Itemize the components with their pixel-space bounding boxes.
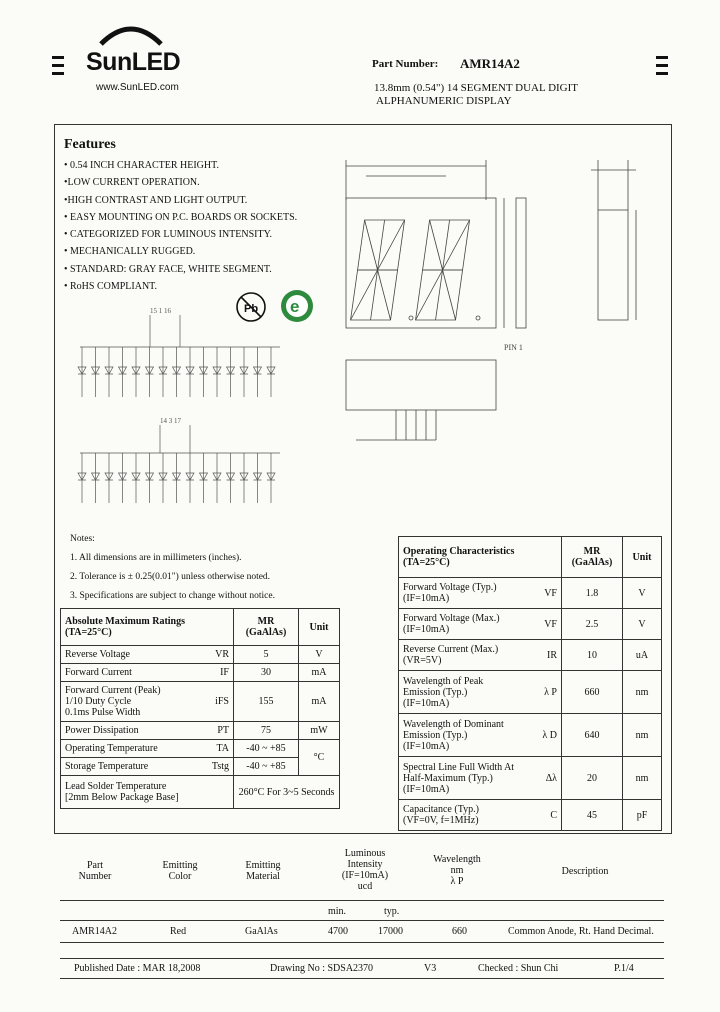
footer-checked: Checked : Shun Chi xyxy=(478,963,559,974)
footer-version: V3 xyxy=(424,963,437,974)
feature-item: • RoHS COMPLIANT. xyxy=(64,281,158,293)
feature-item: •LOW CURRENT OPERATION. xyxy=(64,177,200,189)
param-cell: Wavelength of Peak Emission (Typ.) (IF=10mA) xyxy=(399,671,528,714)
param-cell: Wavelength of Dominant Emission (Typ.) (IF=10mA) xyxy=(399,714,528,757)
sel-part: AMR14A2 xyxy=(72,926,118,937)
symbol-cell: TA xyxy=(197,740,234,758)
note-item: 1. All dimensions are in millimeters (inches). xyxy=(70,553,242,563)
min-label: min. xyxy=(328,906,347,917)
table-row xyxy=(61,682,340,722)
op-char-table xyxy=(398,536,662,831)
footer-page: P.1/4 xyxy=(614,963,634,974)
param-cell: Forward Voltage (Max.) (IF=10mA) xyxy=(399,609,528,640)
schematic-bottom xyxy=(70,415,290,525)
schematic-top xyxy=(70,305,290,425)
pin1-label: PIN 1 xyxy=(504,343,523,352)
unit-cell: mW xyxy=(299,722,340,740)
symbol-cell: λ P xyxy=(527,671,562,714)
notes-title: Notes: xyxy=(70,534,95,544)
feature-item: • MECHANICALLY RUGGED. xyxy=(64,246,196,258)
table-row xyxy=(61,776,340,809)
abs-max-unit-header: Unit xyxy=(299,609,340,646)
value-cell: 260°C For 3~5 Seconds xyxy=(234,776,340,809)
symbol-cell: iFS xyxy=(197,682,234,722)
table-row xyxy=(399,640,662,671)
param-cell: Forward Current xyxy=(61,664,198,682)
sel-min: 4700 xyxy=(328,926,348,937)
footer-divider-bottom xyxy=(60,978,664,979)
op-char-mr-header: MR (GaAlAs) xyxy=(562,537,623,578)
unit-cell: °C xyxy=(299,740,340,776)
part-number: AMR14A2 xyxy=(460,56,520,71)
param-cell: Spectral Line Full Width At Half-Maximum (Typ.) (IF=10mA) xyxy=(399,757,528,800)
logo-bars-right xyxy=(656,56,668,80)
logo-text: SunLED xyxy=(86,48,181,76)
selection-divider-top xyxy=(60,900,664,901)
table-row xyxy=(399,609,662,640)
abs-max-mr-header: MR (GaAlAs) xyxy=(234,609,299,646)
value-cell: 10 xyxy=(562,640,623,671)
logo-bars-left xyxy=(52,56,64,80)
feature-item: • CATEGORIZED FOR LUMINOUS INTENSITY. xyxy=(64,229,273,241)
value-cell: 640 xyxy=(562,714,623,757)
symbol-cell: VF xyxy=(527,578,562,609)
param-cell: Capacitance (Typ.) (VF=0V, f=1MHz) xyxy=(399,800,528,831)
package-drawing xyxy=(336,150,666,460)
selection-header-color: Emitting Color xyxy=(162,860,198,882)
sel-wavelength: 660 xyxy=(452,926,467,937)
sel-material: GaAlAs xyxy=(245,926,278,937)
unit-cell: V xyxy=(299,646,340,664)
footer-published: Published Date : MAR 18,2008 xyxy=(74,963,201,974)
selection-divider-bottom xyxy=(60,942,664,943)
selection-header-description: Description xyxy=(561,866,609,877)
param-cell: Lead Solder Temperature [2mm Below Package Base] xyxy=(61,776,234,809)
note-item: 3. Specifications are subject to change without notice. xyxy=(70,591,275,601)
table-row xyxy=(399,800,662,831)
param-cell: Forward Voltage (Typ.) (IF=10mA) xyxy=(399,578,528,609)
selection-header-wavelength: Wavelength nm λ P xyxy=(433,854,481,887)
value-cell: 30 xyxy=(234,664,299,682)
value-cell: 1.8 xyxy=(562,578,623,609)
unit-cell: mA xyxy=(299,664,340,682)
svg-text:e: e xyxy=(290,297,300,316)
param-cell: Reverse Current (Max.) (VR=5V) xyxy=(399,640,528,671)
table-row xyxy=(61,722,340,740)
pin-top-label: 15 1 16 xyxy=(150,307,171,315)
sel-color: Red xyxy=(170,926,187,937)
pin-bottom-label: 14 3 17 xyxy=(160,417,181,425)
description-line2: ALPHANUMERIC DISPLAY xyxy=(376,95,512,107)
table-row xyxy=(61,740,340,758)
unit-cell: nm xyxy=(623,757,662,800)
typ-label: typ. xyxy=(384,906,400,917)
value-cell: 660 xyxy=(562,671,623,714)
feature-item: • 0.54 INCH CHARACTER HEIGHT. xyxy=(64,160,219,171)
pb-label: Pb xyxy=(244,303,259,315)
table-row xyxy=(399,714,662,757)
table-row xyxy=(399,578,662,609)
selection-header-part: Part Number xyxy=(78,860,112,882)
table-row xyxy=(61,758,340,776)
part-number-label: Part Number: xyxy=(372,58,439,70)
unit-cell: V xyxy=(623,609,662,640)
selection-divider-mid xyxy=(60,920,664,921)
param-cell: Operating Temperature xyxy=(61,740,198,758)
symbol-cell: VR xyxy=(197,646,234,664)
symbol-cell: IR xyxy=(527,640,562,671)
unit-cell: mA xyxy=(299,682,340,722)
value-cell: 45 xyxy=(562,800,623,831)
sel-description: Common Anode, Rt. Hand Decimal. xyxy=(508,926,654,937)
symbol-cell: Δλ xyxy=(527,757,562,800)
value-cell: -40 ~ +85 xyxy=(234,758,299,776)
table-row xyxy=(61,664,340,682)
symbol-cell: IF xyxy=(197,664,234,682)
table-row xyxy=(399,757,662,800)
value-cell: 5 xyxy=(234,646,299,664)
unit-cell: nm xyxy=(623,671,662,714)
symbol-cell: C xyxy=(527,800,562,831)
selection-row xyxy=(60,926,664,942)
value-cell: 155 xyxy=(234,682,299,722)
unit-cell: V xyxy=(623,578,662,609)
op-char-unit-header: Unit xyxy=(623,537,662,578)
features-title: Features xyxy=(64,137,116,152)
feature-item: • STANDARD: GRAY FACE, WHITE SEGMENT. xyxy=(64,263,272,275)
value-cell: 75 xyxy=(234,722,299,740)
table-row xyxy=(399,671,662,714)
symbol-cell: Tstg xyxy=(197,758,234,776)
footer-divider-top xyxy=(60,958,664,959)
param-cell: Storage Temperature xyxy=(61,758,198,776)
unit-cell: nm xyxy=(623,714,662,757)
sunled-arc-icon xyxy=(96,22,166,46)
value-cell: -40 ~ +85 xyxy=(234,740,299,758)
param-cell: Power Dissipation xyxy=(61,722,198,740)
value-cell: 20 xyxy=(562,757,623,800)
sel-typ: 17000 xyxy=(378,926,403,937)
footer-drawing: Drawing No : SDSA2370 xyxy=(270,963,374,974)
symbol-cell: λ D xyxy=(527,714,562,757)
unit-cell: uA xyxy=(623,640,662,671)
symbol-cell: PT xyxy=(197,722,234,740)
notes xyxy=(70,530,275,606)
description-line1: 13.8mm (0.54") 14 SEGMENT DUAL DIGIT xyxy=(374,82,578,94)
feature-item: •HIGH CONTRAST AND LIGHT OUTPUT. xyxy=(64,194,248,206)
symbol-cell: VF xyxy=(527,609,562,640)
feature-item: • EASY MOUNTING ON P.C. BOARDS OR SOCKETS. xyxy=(64,211,298,223)
value-cell: 2.5 xyxy=(562,609,623,640)
unit-cell: pF xyxy=(623,800,662,831)
abs-max-title: Absolute Maximum Ratings (TA=25°C) xyxy=(61,609,234,646)
abs-max-table xyxy=(60,608,340,809)
note-item: 2. Tolerance is ± 0.25(0.01") unless otherwise noted. xyxy=(70,572,271,582)
features-list xyxy=(64,157,297,295)
selection-header-intensity: Luminous Intensity (IF=10mA) ucd xyxy=(341,848,389,892)
website-link[interactable]: www.SunLED.com xyxy=(96,82,179,93)
table-row xyxy=(61,646,340,664)
param-cell: Forward Current (Peak) 1/10 Duty Cycle 0.1ms Pulse Width xyxy=(61,682,198,722)
selection-header-material: Emitting Material xyxy=(245,860,281,882)
param-cell: Reverse Voltage xyxy=(61,646,198,664)
op-char-title: Operating Characteristics (TA=25°C) xyxy=(399,537,562,578)
